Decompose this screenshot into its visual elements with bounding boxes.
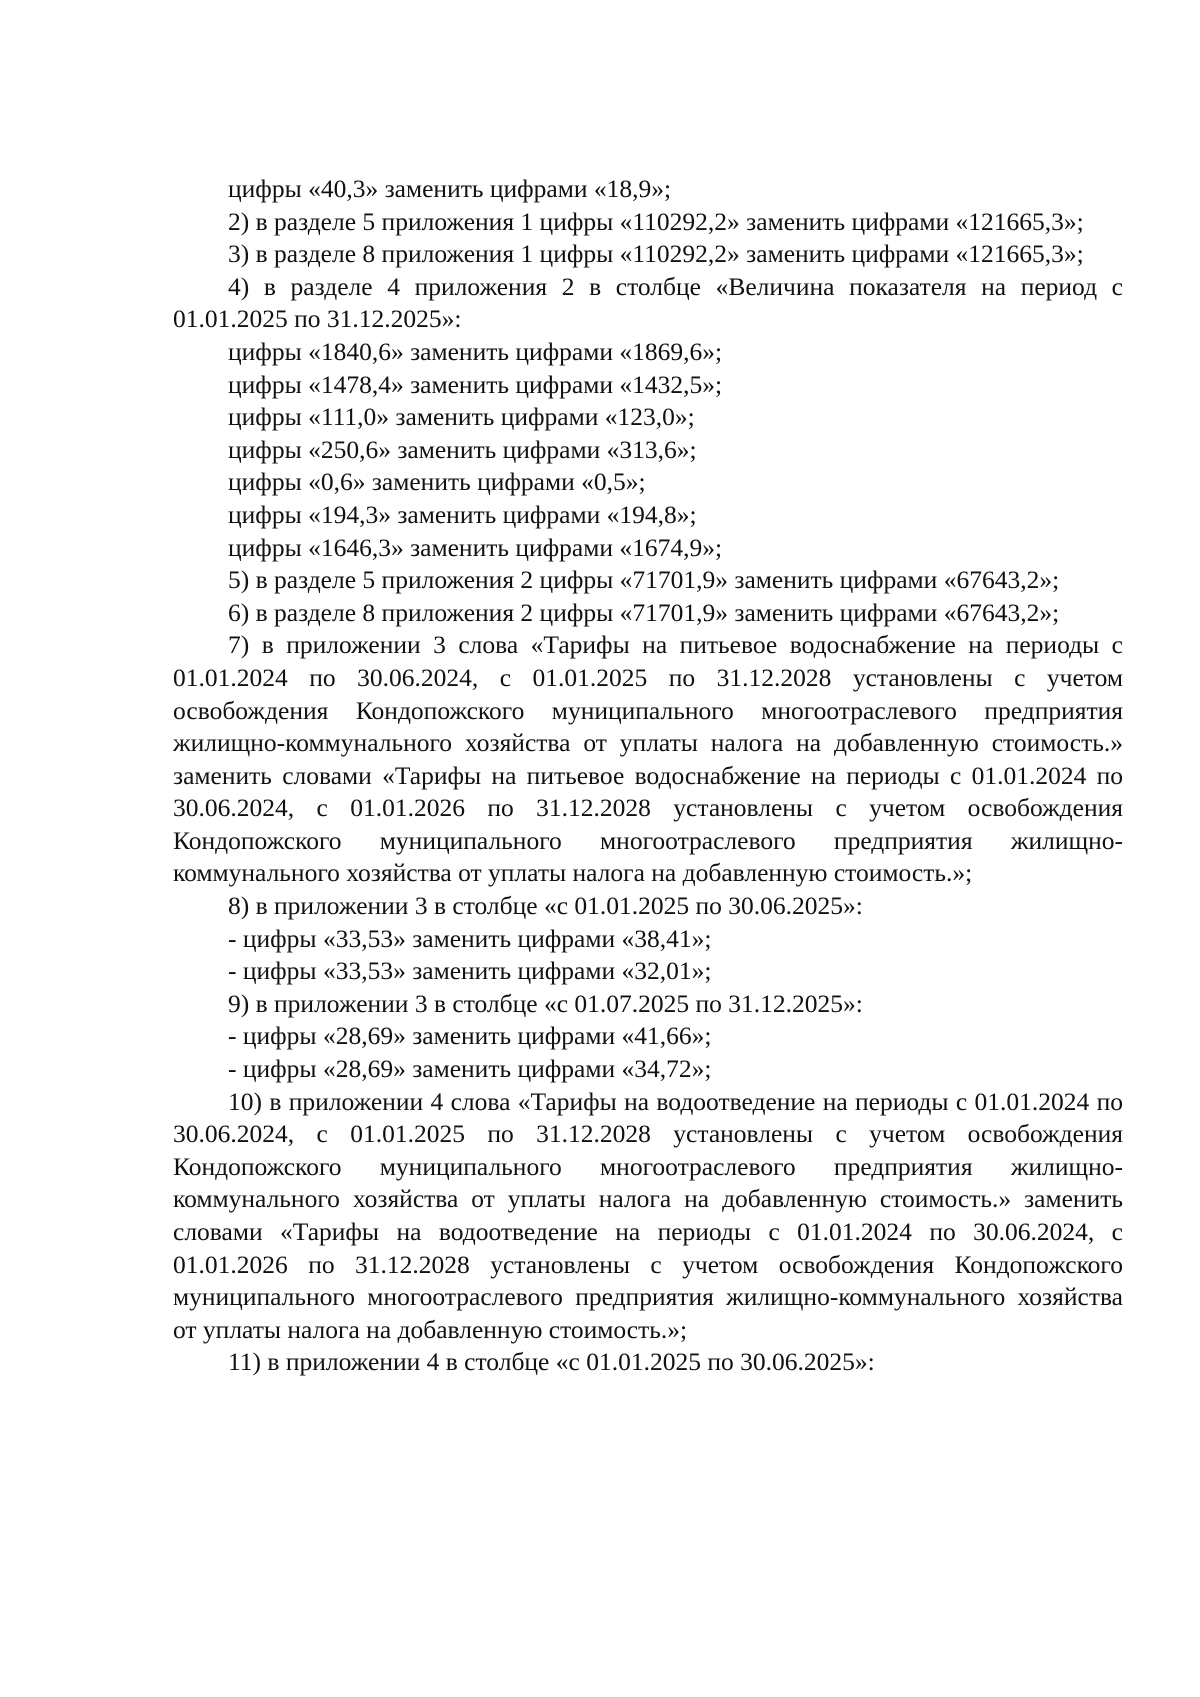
item-6: 6) в разделе 8 приложения 2 цифры «71701,9» заменить цифрами «67643,2»; [228,597,1060,627]
item-4-sub-6: цифры «194,3» заменить цифрами «194,8»; [228,499,697,529]
item-8-sub-1: - цифры «33,53» заменить цифрами «38,41»; [228,923,712,953]
item-2: 2) в разделе 5 приложения 1 цифры «110292,2» заменить цифрами «121665,3»; [228,206,1084,236]
item-4-sub-5: цифры «0,6» заменить цифрами «0,5»; [228,467,646,497]
item-9-sub-1: - цифры «28,69» заменить цифрами «41,66»; [228,1021,712,1051]
item-10: 10) в приложении 4 слова «Тарифы на водоотведение на периоды с 01.01.2024 по 30.06.2024, с 01.01.2025 по 31.12.2028 установлены с учетом освобождения Кондопожского муниципального многоотраслевого предприятия жилищно-коммунального хозяйства от уплаты налога на добавленную стоимость.» заменить словами «Тарифы на водоотведение на периоды с 01.01.2024 по 30.06.2024, с 01.01.2026 по 31.12.2028 установлены с учетом освобождения Кондопожского муниципального многоотраслевого предприятия жилищно-коммунального хозяйства от уплаты налога на добавленную стоимость.»; [173,1086,1123,1344]
item-4-sub-1: цифры «1840,6» заменить цифрами «1869,6»; [228,336,723,366]
item-9-sub-2: - цифры «28,69» заменить цифрами «34,72»; [228,1054,712,1084]
item-5: 5) в разделе 5 приложения 2 цифры «71701,9» заменить цифрами «67643,2»; [228,565,1060,595]
item-9: 9) в приложении 3 в столбце «с 01.07.2025 по 31.12.2025»: [228,988,863,1018]
item-4-sub-4: цифры «250,6» заменить цифрами «313,6»; [228,434,697,464]
item-8: 8) в приложении 3 в столбце «с 01.01.2025 по 30.06.2025»: [228,891,863,921]
item-3: 3) в разделе 8 приложения 1 цифры «110292,2» заменить цифрами «121665,3»; [228,239,1084,269]
item-4-sub-3: цифры «111,0» заменить цифрами «123,0»; [228,402,695,432]
item-4-sub-7: цифры «1646,3» заменить цифрами «1674,9»; [228,532,723,562]
item-4: 4) в разделе 4 приложения 2 в столбце «Величина показателя на период с 01.01.2025 по 31.12.2025»: [173,271,1123,334]
item-4-sub-2: цифры «1478,4» заменить цифрами «1432,5»; [228,369,723,399]
item-7: 7) в приложении 3 слова «Тарифы на питьевое водоснабжение на периоды с 01.01.2024 по 30.06.2024, с 01.01.2025 по 31.12.2028 установлены с учетом освобождения Кондопожского муниципального многоотраслевого предприятия жилищно-коммунального хозяйства от уплаты налога на добавленную стоимость.» заменить словами «Тарифы на питьевое водоснабжение на периоды с 01.01.2024 по 30.06.2024, с 01.01.2026 по 31.12.2028 установлены с учетом освобождения Кондопожского муниципального многоотраслевого предприятия жилищно-коммунального хозяйства от уплаты налога на добавленную стоимость.»; [173,630,1123,888]
item-1-tail: цифры «40,3» заменить цифрами «18,9»; [228,174,672,203]
document-page [173,173,1123,1379]
item-8-sub-2: - цифры «33,53» заменить цифрами «32,01»; [228,956,712,986]
item-11: 11) в приложении 4 в столбце «с 01.01.2025 по 30.06.2025»: [228,1347,875,1377]
